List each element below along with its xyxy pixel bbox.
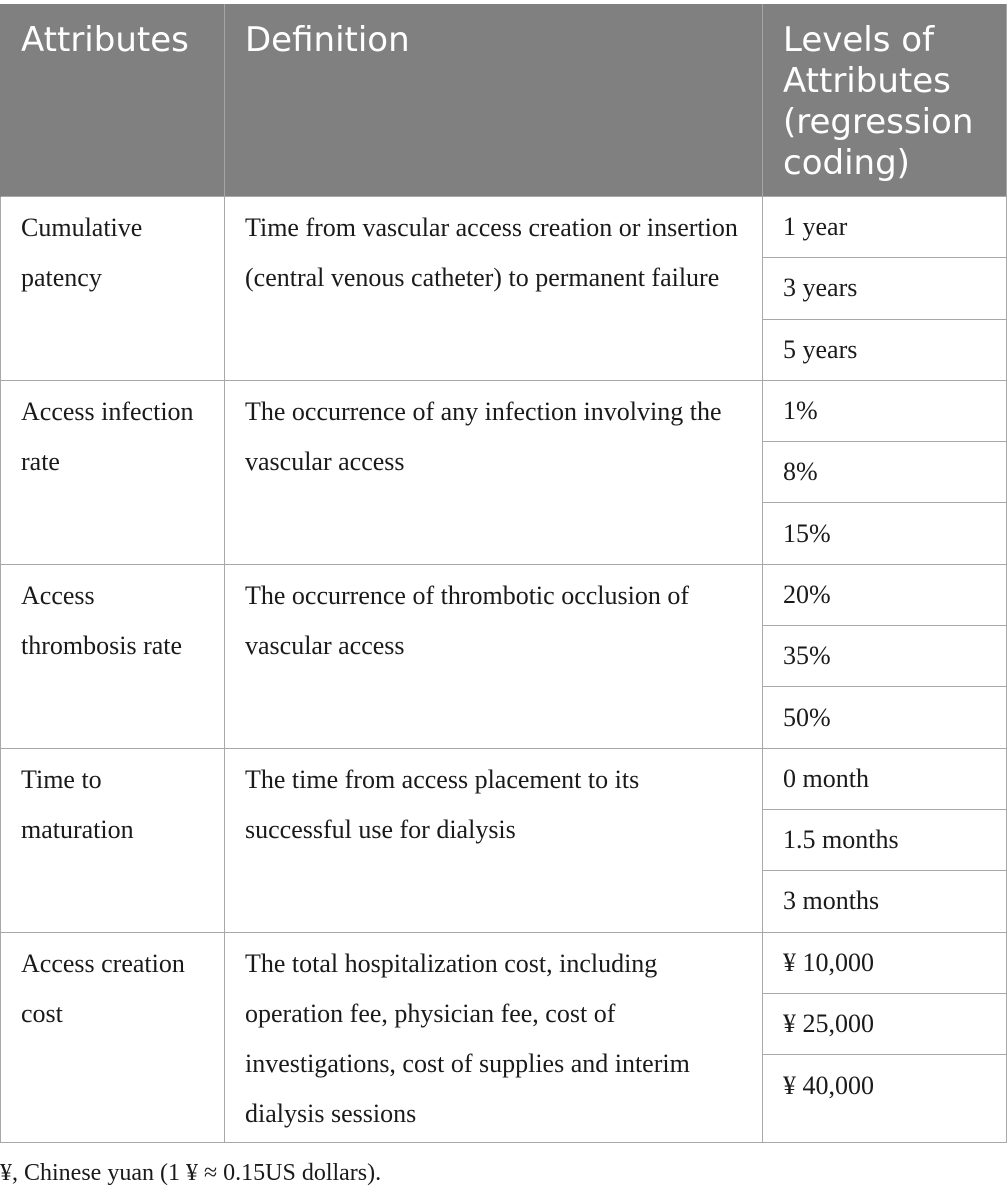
level-cell: 5 years: [763, 319, 1007, 380]
table-row: [1, 932, 1007, 993]
definition-cell: The occurrence of any infection involving the vascular access: [225, 380, 763, 564]
table-row: [1, 564, 1007, 625]
table-row: [1, 380, 1007, 441]
level-cell: 1%: [763, 380, 1007, 441]
header-attributes: Attributes: [1, 4, 225, 197]
level-cell: 15%: [763, 503, 1007, 564]
table-row: [1, 748, 1007, 809]
attributes-table: [0, 4, 1007, 1143]
definition-cell: The occurrence of thrombotic occlusion of vascular access: [225, 564, 763, 748]
definition-cell: The time from access placement to its successful use for dialysis: [225, 748, 763, 932]
table-footnote: ¥, Chinese yuan (1 ¥ ≈ 0.15US dollars).: [0, 1160, 382, 1186]
header-definition: Definition: [225, 4, 763, 197]
table-row: [1, 197, 1007, 258]
attribute-cell: Access thrombosis rate: [1, 564, 225, 748]
level-cell: 3 years: [763, 258, 1007, 319]
level-cell: 3 months: [763, 871, 1007, 932]
level-cell: ¥ 10,000: [763, 932, 1007, 993]
level-cell: 1.5 months: [763, 809, 1007, 870]
level-cell: 20%: [763, 564, 1007, 625]
level-cell: 1 year: [763, 197, 1007, 258]
attribute-cell: Access infection rate: [1, 380, 225, 564]
attribute-cell: Time to maturation: [1, 748, 225, 932]
header-levels: Levels of Attributes (regression coding): [763, 4, 1007, 197]
table-header: [1, 4, 1007, 197]
level-cell: ¥ 40,000: [763, 1055, 1007, 1143]
attribute-cell: Access creation cost: [1, 932, 225, 1143]
level-cell: 50%: [763, 687, 1007, 748]
level-cell: 35%: [763, 626, 1007, 687]
level-cell: 8%: [763, 442, 1007, 503]
level-cell: 0 month: [763, 748, 1007, 809]
table-body: [1, 197, 1007, 1143]
level-cell: ¥ 25,000: [763, 993, 1007, 1054]
definition-cell: The total hospitalization cost, including operation fee, physician fee, cost of investigations, cost of supplies and interim dialysis sessions: [225, 932, 763, 1143]
attribute-cell: Cumulative patency: [1, 197, 225, 381]
definition-cell: Time from vascular access creation or insertion (central venous catheter) to permanent failure: [225, 197, 763, 381]
